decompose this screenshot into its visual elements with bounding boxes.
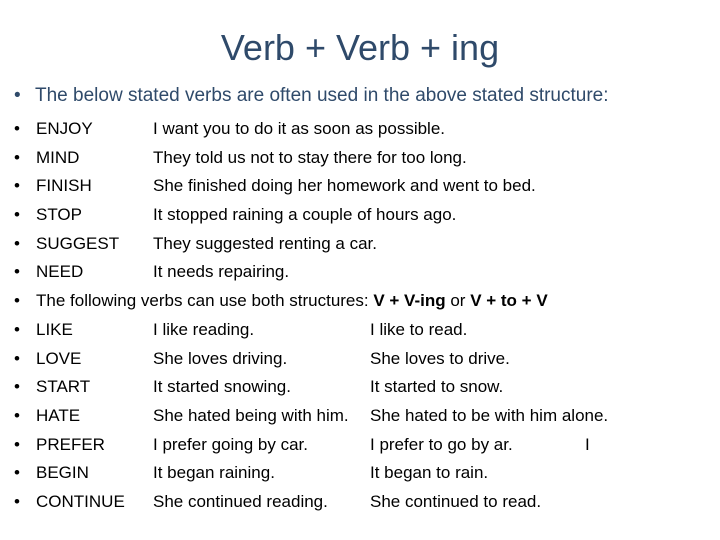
list-item [14, 373, 714, 402]
verb: ENJOY [36, 119, 93, 138]
list-item [14, 488, 714, 517]
ing-example: She loves driving. [153, 348, 288, 368]
structure-to: V + to + V [470, 291, 548, 311]
verb: PREFER [36, 434, 105, 454]
example: It stopped raining a couple of hours ago. [153, 205, 457, 225]
bullet: • [14, 119, 20, 138]
bullet: • [14, 262, 20, 282]
verb: BEGIN [36, 463, 89, 483]
verb: HATE [36, 405, 81, 425]
bullet: • [14, 491, 20, 511]
list-item [14, 144, 714, 173]
ing-example: It began raining. [153, 463, 275, 483]
intro-text: The below stated verbs are often used in the above stated structure: [35, 85, 609, 106]
list-item [14, 459, 714, 488]
bullet: • [14, 463, 20, 483]
verb: STOP [36, 205, 82, 225]
verb: CONTINUE [36, 491, 125, 511]
list-item [14, 172, 714, 201]
page-title: Verb + Verb + ing [220, 27, 500, 68]
list-item [14, 258, 714, 287]
example: It needs repairing. [153, 262, 290, 282]
list-item [14, 230, 714, 259]
extra-text: I [585, 434, 590, 454]
to-example: I prefer to go by ar. [370, 434, 513, 454]
ing-example: I prefer going by car. [153, 434, 308, 454]
bullet: • [14, 405, 20, 425]
bullet: • [14, 233, 20, 253]
bullet: • [14, 85, 21, 106]
verb: START [36, 377, 91, 397]
ing-example: She hated being with him. [153, 405, 349, 425]
to-example: She continued to read. [370, 491, 542, 511]
verb: FINISH [36, 176, 92, 196]
example: I want you to do it as soon as possible. [153, 119, 446, 138]
list-item [14, 431, 714, 460]
bullet: • [14, 205, 20, 225]
both-structures-line [14, 287, 714, 316]
both-text: The following verbs can use both structures: [36, 291, 374, 311]
bullet: • [14, 291, 20, 311]
to-example: I like to read. [370, 319, 468, 339]
verb: LOVE [36, 348, 82, 368]
or-text: or [445, 291, 471, 311]
verb: LIKE [36, 319, 73, 339]
list-item [14, 201, 714, 230]
example: She finished doing her homework and went to bed. [153, 176, 536, 196]
to-example: It started to snow. [370, 377, 504, 397]
verb: MIND [36, 147, 80, 167]
bullet: • [14, 434, 20, 454]
list-item [14, 316, 714, 345]
to-example: She hated to be with him alone. [370, 405, 609, 425]
example: They suggested renting a car. [153, 233, 377, 253]
list-item [14, 115, 714, 144]
verb-list [14, 115, 714, 517]
bullet: • [14, 348, 20, 368]
verb: NEED [36, 262, 84, 282]
verb: SUGGEST [36, 233, 120, 253]
ing-example: It started snowing. [153, 377, 291, 397]
ing-example: I like reading. [153, 319, 255, 339]
ing-example: She continued reading. [153, 491, 328, 511]
example: They told us not to stay there for too long. [153, 147, 467, 167]
both-structures-text [36, 287, 548, 316]
list-item [14, 345, 714, 374]
bullet: • [14, 176, 20, 196]
bullet: • [14, 319, 20, 339]
structure-ing: V + V-ing [373, 291, 446, 311]
to-example: She loves to drive. [370, 348, 510, 368]
to-example: It began to rain. [370, 463, 489, 483]
bullet: • [14, 377, 20, 397]
bullet: • [14, 147, 20, 167]
list-item [14, 402, 714, 431]
